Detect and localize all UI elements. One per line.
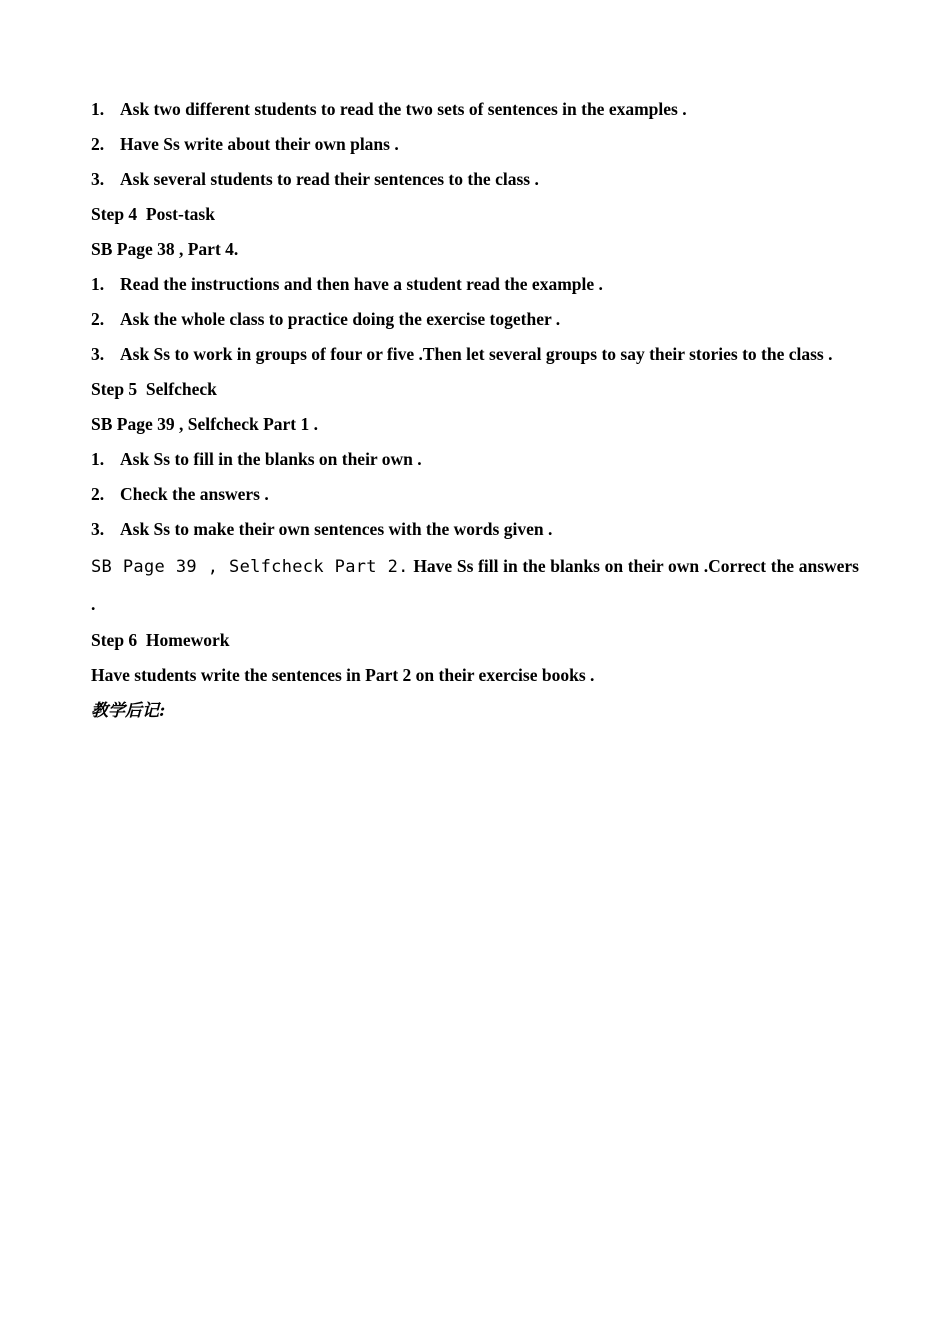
document-page bbox=[91, 92, 859, 728]
step4-heading: Step 4 Post-task bbox=[91, 204, 215, 224]
list-text: Ask Ss to work in groups of four or five .Then let several groups to say their stories to the class . bbox=[120, 344, 833, 364]
part2-reference: SB Page 39 , Selfcheck Part 2. bbox=[91, 557, 409, 577]
list-item bbox=[91, 127, 859, 162]
list-text: Ask two different students to read the two sets of sentences in the examples . bbox=[120, 99, 687, 119]
list-text: Ask Ss to fill in the blanks on their own . bbox=[120, 449, 422, 469]
step5-heading: Step 5 Selfcheck bbox=[91, 379, 217, 399]
list-text: Ask Ss to make their own sentences with the words given . bbox=[120, 519, 553, 539]
list-item bbox=[91, 477, 859, 512]
list-number: 1. bbox=[91, 99, 105, 119]
list-item bbox=[91, 92, 859, 127]
list-number: 1. bbox=[91, 449, 105, 469]
step5-reference: SB Page 39 , Selfcheck Part 1 . bbox=[91, 414, 318, 434]
list-number: 2. bbox=[91, 484, 105, 504]
list-text: Ask the whole class to practice doing the exercise together . bbox=[120, 309, 561, 329]
list-number: 1. bbox=[91, 274, 105, 294]
selfcheck-part2-paragraph bbox=[91, 548, 859, 623]
list-item bbox=[91, 302, 859, 337]
reflection-label bbox=[91, 693, 859, 728]
list-number: 3. bbox=[91, 169, 105, 189]
step6-heading: Step 6 Homework bbox=[91, 630, 230, 650]
list-number: 3. bbox=[91, 519, 105, 539]
list-text: Read the instructions and then have a student read the example . bbox=[120, 274, 603, 294]
list-text: Ask several students to read their sentences to the class . bbox=[120, 169, 539, 189]
list-text: Have Ss write about their own plans . bbox=[120, 134, 399, 154]
list-number: 2. bbox=[91, 134, 105, 154]
list-item bbox=[91, 267, 859, 302]
list-number: 2. bbox=[91, 309, 105, 329]
reflection-label-text: 教学后记: bbox=[91, 701, 166, 721]
list-item bbox=[91, 442, 859, 477]
list-number: 3. bbox=[91, 344, 105, 364]
step4-reference: SB Page 38 , Part 4. bbox=[91, 239, 239, 259]
list-text: Check the answers . bbox=[120, 484, 269, 504]
step6-text: Have students write the sentences in Part 2 on their exercise books . bbox=[91, 665, 595, 685]
part2-instructions: Have Ss fill in the blanks on their own .Correct the answers . bbox=[91, 556, 859, 614]
list-item bbox=[91, 337, 859, 372]
list-item bbox=[91, 512, 859, 547]
list-item bbox=[91, 162, 859, 197]
